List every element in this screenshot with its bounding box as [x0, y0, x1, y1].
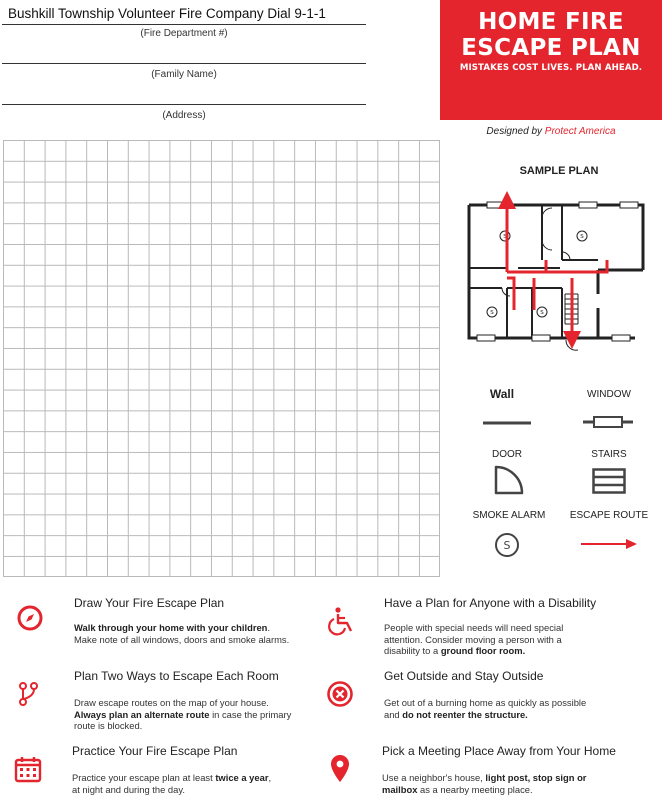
title-banner: [440, 0, 662, 120]
legend-window-label: WINDOW: [587, 389, 631, 400]
legend-stairs-label: STAIRS: [591, 449, 627, 460]
meeting-text-1: Use a neighbor's house,: [382, 772, 486, 783]
two-ways-text-1: Draw escape routes on the map of your house.: [74, 697, 269, 708]
plan-doors: [502, 208, 570, 296]
banner-tagline: MISTAKES COST LIVES. PLAN AHEAD.: [459, 63, 643, 73]
legend-door-label: DOOR: [492, 449, 522, 460]
door-icon: [494, 465, 524, 495]
legend-wall-label: Wall: [489, 387, 515, 401]
map-pin-icon: [329, 754, 351, 784]
banner-line-2: ESCAPE PLAN: [461, 35, 641, 61]
calendar-icon: [14, 755, 42, 783]
banner-line-1: HOME FIRE: [478, 9, 624, 35]
plan-escape-routes: [507, 200, 607, 340]
designed-prefix: Designed by: [486, 126, 543, 137]
plan-alarm-symbol-4: S: [540, 310, 544, 316]
sample-plan-diagram: [462, 190, 652, 362]
draw-plan-text-1: .: [267, 622, 271, 633]
practice-text-2: ,: [268, 772, 272, 783]
route-icon: [18, 680, 40, 708]
disability-bold: ground floor room.: [440, 645, 526, 657]
meeting-body: [382, 772, 622, 795]
legend-escape-route-label: ESCAPE ROUTE: [569, 510, 649, 521]
fire-dept-line: [2, 24, 366, 25]
practice-title: Practice Your Fire Escape Plan: [72, 744, 238, 758]
family-name-line: [2, 63, 366, 64]
legend-smoke-alarm-label: SMOKE ALARM: [472, 510, 546, 521]
practice-body: [72, 772, 312, 795]
outside-text-2: and: [384, 708, 403, 720]
family-name-label: (Family Name): [151, 69, 217, 80]
plan-alarm-symbol-2: S: [580, 234, 584, 240]
draw-plan-text-2: Make note of all windows, doors and smoke alarms.: [74, 633, 290, 645]
wheelchair-icon: [326, 606, 356, 636]
designed-by: [440, 126, 662, 137]
smoke-alarm-symbol: S: [503, 539, 511, 552]
escape-route-icon: [580, 538, 638, 550]
disability-text: People with special needs will need special attention. Consider moving a person with a disability to a: [384, 622, 564, 657]
meeting-title: Pick a Meeting Place Away from Your Home: [382, 744, 616, 758]
wall-icon: [482, 418, 532, 428]
draw-plan-bold: Walk through your home with your children: [74, 622, 268, 633]
smoke-alarm-icon: [494, 532, 520, 558]
plan-alarm-symbol-3: S: [490, 310, 494, 316]
draw-plan-title: Draw Your Fire Escape Plan: [74, 596, 225, 610]
two-ways-bold: Always plan an alternate route: [74, 708, 210, 720]
two-ways-title: Plan Two Ways to Escape Each Room: [74, 669, 279, 683]
two-ways-text-2: in case the primary route is blocked.: [74, 708, 292, 732]
practice-text-1: Practice your escape plan at least: [72, 772, 216, 783]
department-line: Bushkill Township Volunteer Fire Company Dial 9-1-1: [8, 6, 326, 21]
fire-dept-label: (Fire Department #): [140, 28, 228, 39]
window-icon: [582, 414, 634, 430]
practice-bold: twice a year: [215, 772, 269, 783]
address-label: (Address): [162, 110, 206, 121]
outside-body: [384, 697, 624, 720]
sample-plan-title: SAMPLE PLAN: [519, 165, 599, 177]
compass-icon: [17, 605, 43, 631]
address-line: [2, 104, 366, 105]
meeting-bold-1: light post, stop sign or: [485, 772, 587, 783]
no-entry-icon: [326, 680, 354, 708]
drawing-grid[interactable]: [3, 140, 440, 577]
practice-text-3: at night and during the day.: [72, 783, 185, 795]
designed-brand: Protect America: [544, 126, 616, 137]
outside-title: Get Outside and Stay Outside: [384, 669, 544, 683]
outside-bold: do not reenter the structure.: [402, 708, 528, 720]
meeting-bold-2: mailbox: [382, 783, 418, 795]
disability-title: Have a Plan for Anyone with a Disability: [384, 596, 597, 610]
draw-plan-body: [74, 622, 304, 645]
disability-body: [384, 622, 594, 657]
meeting-text-2: as a nearby meeting place.: [417, 783, 533, 795]
outside-text-1: Get out of a burning home as quickly as possible: [384, 697, 587, 708]
plan-alarm-symbol-1: S: [503, 234, 507, 240]
stairs-icon: [592, 468, 626, 494]
two-ways-body: [74, 697, 304, 732]
